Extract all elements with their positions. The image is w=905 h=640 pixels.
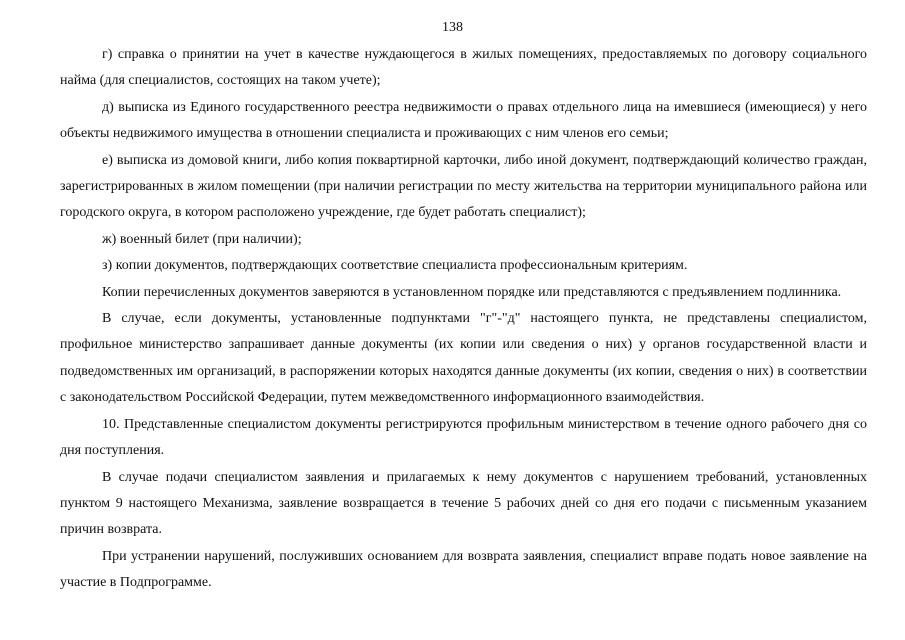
paragraph-resubmission: При устранении нарушений, послуживших основанием для возврата заявления, специалист вправе подать новое заявление на участие в Подпрограмме.	[60, 548, 867, 591]
paragraph-item-d: д) выписка из Единого государственного реестра недвижимости о правах отдельного лица на имевшиеся (имеющиеся) у него объекты недвижимого имущества в отношении специалиста и проживающих с ним членов его семьи;	[60, 99, 867, 142]
document-body	[60, 42, 867, 597]
paragraph-item-z: з) копии документов, подтверждающих соответствие специалиста профессиональным критериям.	[102, 258, 688, 274]
page-number: 138	[442, 20, 463, 35]
paragraph-item-g: г) справка о принятии на учет в качестве нуждающегося в жилых помещениях, предоставляемых по договору социального найма (для специалистов, состоящих на таком учете);	[60, 47, 867, 89]
paragraph-item-e: е) выписка из домовой книги, либо копия поквартирной карточки, либо иной документ, подтверждающий количество граждан, зарегистрированных в жилом помещении (при наличии регистрации по месту жительства на территории муниципального района или городского округа, в котором расположено учреждение, где будет работать специалист);	[60, 152, 867, 221]
paragraph-copies: Копии перечисленных документов заверяются в установленном порядке или представляются с предъявлением подлинника.	[102, 284, 842, 300]
paragraph-item-zh: ж) военный билет (при наличии);	[102, 231, 302, 247]
paragraph-interagency-request: В случае, если документы, установленные подпунктами "г"-"д" настоящего пункта, не представлены специалистом, профильное министерство запрашивает данные документы (их копии или сведения о них) у органов государственной власти и подведомственных им организаций, в распоряжении которых находятся данные документы (их копии, сведения о них) в соответствии с законодательством Российской Федерации, путем межведомственного информационного взаимодействия.	[60, 311, 867, 406]
paragraph-return-of-application: В случае подачи специалистом заявления и прилагаемых к нему документов с нарушением требований, установленных пунктом 9 настоящего Механизма, заявление возвращается в течение 5 рабочих дней со дня его подачи с письменным указанием причин возврата.	[60, 469, 867, 538]
paragraph-point-10: 10. Представленные специалистом документы регистрируются профильным министерством в течение одного рабочего дня со дня поступления.	[60, 416, 867, 459]
